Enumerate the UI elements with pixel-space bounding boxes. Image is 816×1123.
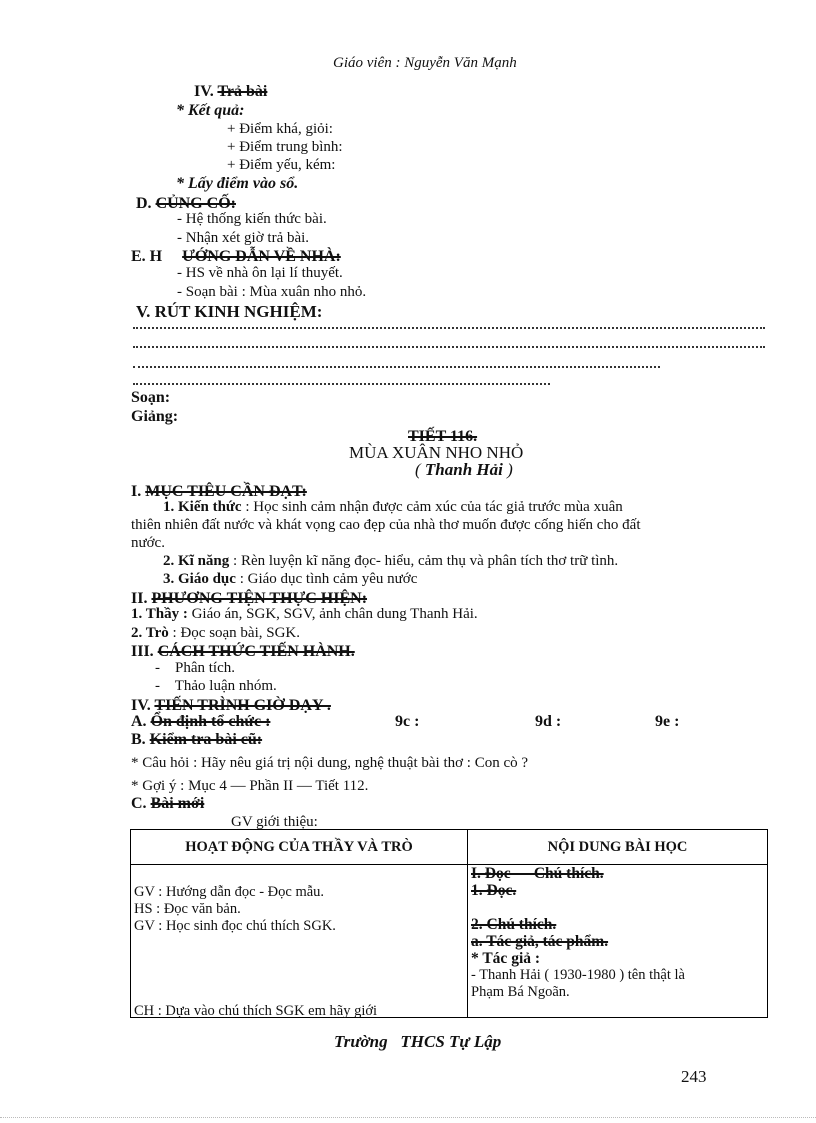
- means-heading-num: II.: [131, 590, 148, 607]
- activity-cell: [131, 865, 468, 1018]
- oldlesson-row: [131, 731, 262, 749]
- content-cell: [468, 865, 768, 1018]
- consolidate-heading-num: D.: [136, 195, 152, 212]
- result-item: + Điểm trung bình:: [227, 139, 343, 155]
- review-heading-num: IV.: [194, 83, 214, 100]
- newlesson-row: [131, 795, 204, 813]
- objectives-heading-text: MỤC TIÊU CẦN ĐẠT:: [145, 483, 307, 500]
- header-teacher: Giáo viên : Nguyễn Văn Mạnh: [333, 55, 517, 71]
- content-notes: 2. Chú thích.: [471, 916, 557, 933]
- lesson-title: MÙA XUÂN NHO NHỎ: [349, 443, 524, 462]
- col-content-header: NỘI DUNG BÀI HỌC: [468, 830, 768, 865]
- dotted-line: [133, 327, 765, 329]
- newlesson-label: Bài mới: [150, 795, 205, 812]
- check-question: * Câu hỏi : Hãy nêu giá trị nội dung, nghệ thuật bài thơ : Con cò ?: [131, 755, 529, 771]
- methods-heading: [131, 643, 355, 661]
- activity-line: CH : Dựa vào chú thích SGK em hãy giới: [134, 1003, 378, 1019]
- guide-item: - HS về nhà ôn lại lí thuyết.: [177, 265, 343, 281]
- newlesson-num: C.: [131, 795, 147, 812]
- objective-skills: [163, 553, 618, 570]
- method-item: - Thảo luận nhóm.: [155, 678, 277, 694]
- means-student: [131, 625, 300, 642]
- footer-school: Trường THCS Tự Lập: [334, 1032, 502, 1051]
- teacher-label: 1. Thầy :: [131, 606, 188, 622]
- skills-label: 2. Kĩ năng: [163, 553, 230, 569]
- stabilize-num: A.: [131, 713, 147, 730]
- objectives-heading: [131, 483, 307, 501]
- student-label: 2. Trò: [131, 625, 169, 641]
- objective-knowledge: [163, 499, 623, 516]
- dotted-line: [133, 383, 550, 385]
- class-9d: 9d :: [535, 713, 562, 730]
- consolidate-heading: [136, 195, 236, 213]
- objective-education: [163, 571, 417, 588]
- stabilize-label: Ổn định tổ chức :: [150, 713, 271, 730]
- content-read: 1. Đọc.: [471, 882, 517, 899]
- review-heading-text: Trả bài: [217, 83, 268, 100]
- consolidate-heading-text: CỦNG CỐ:: [155, 195, 236, 212]
- experience-heading: V. RÚT KINH NGHIỆM:: [136, 302, 323, 321]
- oldlesson-num: B.: [131, 731, 146, 748]
- lesson-number: TIẾT 116.: [408, 428, 478, 445]
- education-label: 3. Giáo dục: [163, 571, 236, 587]
- footer-rule: [0, 1117, 816, 1118]
- soan-label: Soạn:: [131, 389, 171, 406]
- result-label: * Kết quả:: [176, 102, 245, 119]
- means-heading-text: PHƯƠNG TIỆN THỰC HIỆN:: [151, 590, 368, 607]
- activity-line: HS : Đọc văn bản.: [134, 901, 241, 917]
- content-author-label: * Tác giả :: [471, 950, 541, 967]
- author-name: Thanh Hải: [424, 460, 503, 479]
- process-heading-num: IV.: [131, 697, 151, 714]
- check-hint: * Gợi ý : Mục 4 — Phần II — Tiết 112.: [131, 778, 369, 794]
- col-activity-header: HOẠT ĐỘNG CỦA THẦY VÀ TRÒ: [131, 830, 468, 865]
- dotted-line: [133, 366, 660, 368]
- knowledge-text: : Học sinh cảm nhận được cảm xúc của tác giả trước mùa xuân: [245, 499, 623, 515]
- education-text: : Giáo dục tình cảm yêu nước: [239, 571, 418, 587]
- consolidate-item: - Nhận xét giờ trả bài.: [177, 230, 310, 246]
- guide-heading-num: E. H: [131, 248, 163, 265]
- content-author-text: - Thanh Hải ( 1930-1980 ) tên thật là: [471, 967, 685, 983]
- table-header-row: [131, 830, 768, 865]
- teacher-text: Giáo án, SGK, SGV, ảnh chân dung Thanh Hải.: [191, 606, 478, 622]
- guide-heading: [131, 248, 341, 266]
- oldlesson-label: Kiểm tra bài cũ:: [149, 731, 263, 748]
- means-heading: [131, 590, 367, 608]
- knowledge-label: 1. Kiến thức: [163, 499, 242, 515]
- activity-line: GV : Học sinh đọc chú thích SGK.: [134, 918, 336, 934]
- review-heading: [194, 83, 267, 101]
- knowledge-text-cont: thiên nhiên đất nước và khát vọng cao đẹp của nhà thơ muốn được cống hiến cho đất: [131, 517, 641, 533]
- page-number: 243: [681, 1067, 707, 1086]
- methods-heading-text: CÁCH THỨC TIẾN HÀNH.: [157, 643, 355, 660]
- guide-item: - Soạn bài : Mùa xuân nho nhỏ.: [177, 284, 367, 300]
- process-heading: [131, 697, 331, 715]
- result-item: + Điểm yếu, kém:: [227, 157, 336, 173]
- result-item: + Điểm khá, giỏi:: [227, 121, 333, 137]
- lesson-author: [415, 461, 513, 480]
- dotted-line: [133, 346, 765, 348]
- class-9e: 9e :: [655, 713, 680, 730]
- content-section-heading: I. Đọc — Chú thích.: [471, 865, 604, 882]
- stabilize-row: [131, 713, 270, 731]
- process-heading-text: TIẾN TRÌNH GIỜ DẠY .: [154, 697, 331, 714]
- consolidate-item: - Hệ thống kiến thức bài.: [177, 211, 327, 227]
- teacher-intro: GV giới thiệu:: [231, 814, 318, 830]
- methods-heading-num: III.: [131, 643, 154, 660]
- record-score: * Lấy điểm vào sổ.: [176, 175, 299, 192]
- means-teacher: [131, 606, 478, 623]
- lesson-table: [130, 829, 768, 1018]
- content-author-work: a. Tác giả, tác phẩm.: [471, 933, 609, 950]
- objectives-heading-num: I.: [131, 483, 142, 500]
- skills-text: : Rèn luyện kĩ năng đọc- hiểu, cảm thụ và phân tích thơ trữ tình.: [233, 553, 619, 569]
- author-paren-open: (: [415, 460, 421, 479]
- method-item: - Phân tích.: [155, 660, 235, 676]
- knowledge-text-cont: nước.: [131, 535, 165, 551]
- content-author-text: Phạm Bá Ngoãn.: [471, 984, 570, 1000]
- activity-line: GV : Hướng dẫn đọc - Đọc mẫu.: [134, 884, 325, 900]
- giang-label: Giảng:: [131, 408, 179, 425]
- guide-heading-text: ƯỚNG DẪN VỀ NHÀ:: [182, 248, 341, 265]
- class-9c: 9c :: [395, 713, 420, 730]
- author-paren-close: ): [507, 460, 513, 479]
- student-text: : Đọc soạn bài, SGK.: [168, 625, 301, 641]
- table-row: [131, 865, 768, 1018]
